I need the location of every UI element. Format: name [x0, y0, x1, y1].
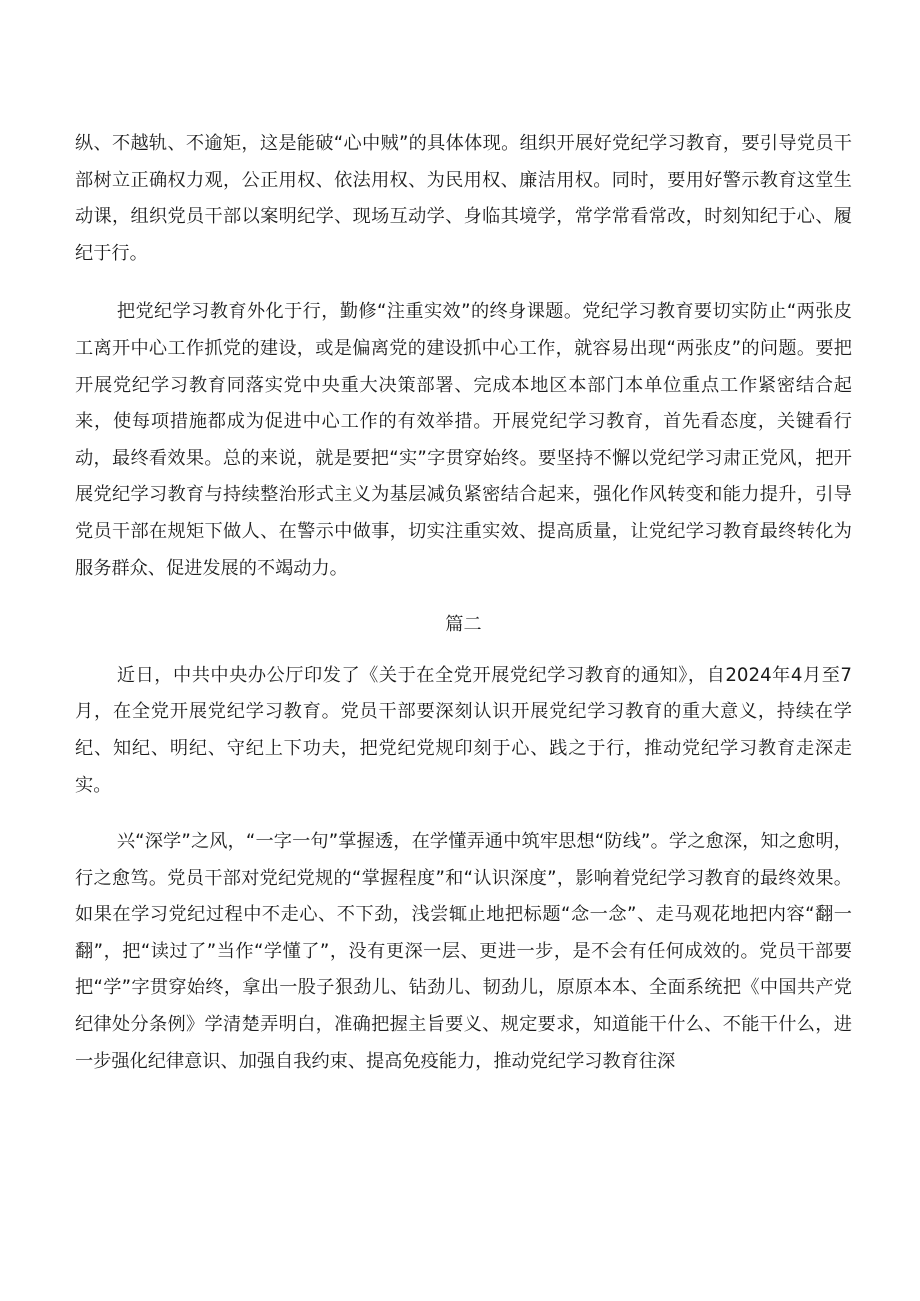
paragraph-continuation: 纵、不越轨、不逾矩，这是能破“心中贼”的具体体现。组织开展好党纪学习教育，要引导党员干部树立正确权力观，公正用权、依法用权、为民用权、廉洁用权。同时，要用好警示教育这堂生动课，组织党员干部以案明纪学、现场互动学、身临其境学，常学常看常改，时刻知纪于心、履纪于行。 [75, 133, 852, 264]
paragraph-practice: 把党纪学习教育外化于行，勤修“注重实效”的终身课题。党纪学习教育要切实防止“两张皮工离开中心工作抓党的建设，或是偏离党的建设抓中心工作，就容易出现“两张皮”的问题。要把开展党纪学习教育同落实党中央重大决策部署、完成本地区本部门本单位重点工作紧密结合起来，使每项措施都成为促进中心工作的有效举措。开展党纪学习教育，首先看态度，关键看行动，最终看效果。总的来说，就是要把“实”字贯穿始终。要坚持不懈以党纪学习肃正党风，把开展党纪学习教育与持续整治形式主义为基层减负紧密结合起来，强化作风转变和能力提升，引导党员干部在规矩下做人、在警示中做事，切实注重实效、提高质量，让党纪学习教育最终转化为服务群众、促进发展的不竭动力。 [75, 301, 852, 579]
document-body [75, 126, 852, 1080]
paragraph-deep-study: 兴“深学”之风，“一字一句”掌握透，在学懂弄通中筑牢思想“防线”。学之愈深，知之愈明，行之愈笃。党员干部对党纪党规的“掌握程度”和“认识深度”，影响着党纪学习教育的最终效果。如果在学习党纪过程中不走心、不下劲，浅尝辄止地把标题“念一念”、走马观花地把内容“翻一翻”，把“读过了”当作“学懂了”，没有更深一层、更进一步，是不会有任何成效的。党员干部要把“学”字贯穿始终，拿出一股子狠劲儿、钻劲儿、韧劲儿，原原本本、全面系统把《中国共产党纪律处分条例》学清楚弄明白，准确把握主旨要义、规定要求，知道能干什么、不能干什么，进一步强化纪律意识、加强自我约束、提高免疫能力，推动党纪学习教育往深 [75, 831, 852, 1072]
paragraph-intro: 近日，中共中央办公厅印发了《关于在全党开展党纪学习教育的通知》，自2024年4月至7月，在全党开展党纪学习教育。党员干部要深刻认识开展党纪学习教育的重大意义，持续在学纪、知纪、明纪、守纪上下功夫，把党纪党规印刻于心、践之于行，推动党纪学习教育走深走实。 [75, 664, 852, 796]
section-heading: 篇二 [445, 614, 482, 636]
